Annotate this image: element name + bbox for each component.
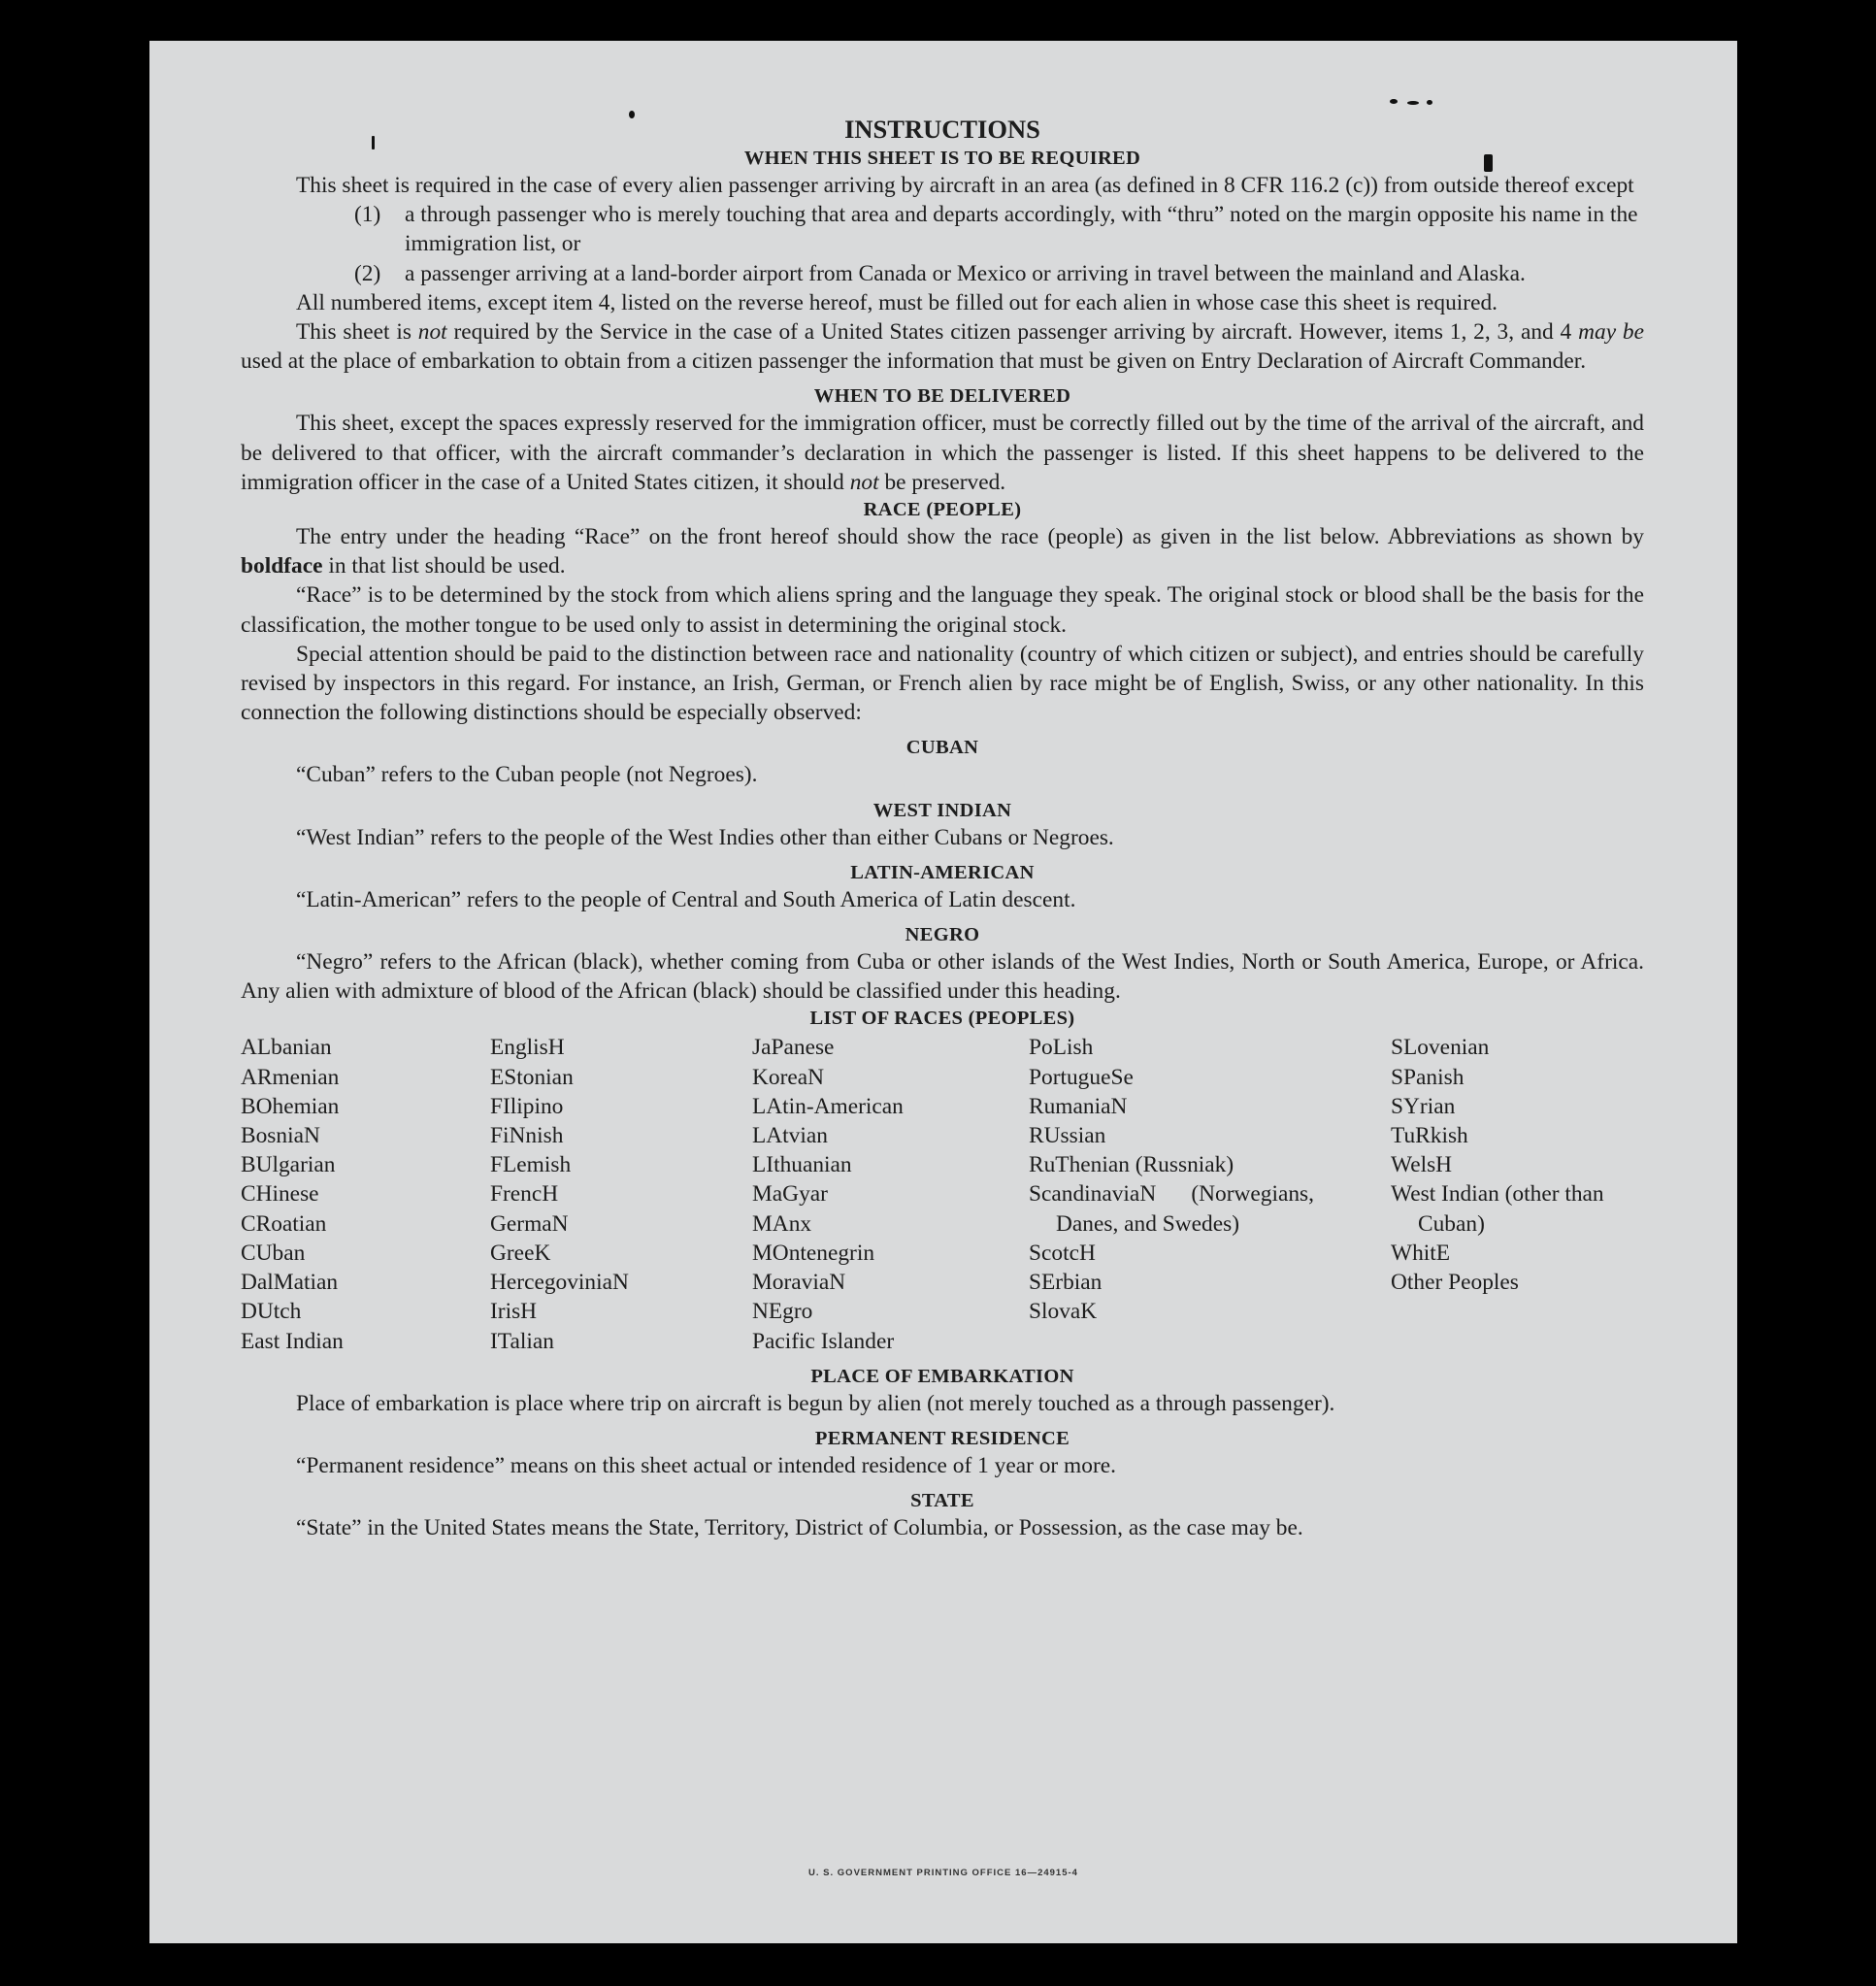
paragraph: All numbered items, except item 4, listed on the reverse hereof, must be filled out for each alien in whose case this sheet is required.	[296, 289, 1498, 315]
races-list	[241, 1033, 1644, 1355]
race-item: MoraviaN	[752, 1270, 846, 1296]
race-item: LAtvian	[752, 1123, 828, 1149]
section-heading-negro: NEGRO	[905, 924, 980, 946]
race-item: DalMatian	[241, 1270, 339, 1296]
paragraph	[241, 317, 1644, 376]
section-heading-west-indian: WEST INDIAN	[872, 799, 1012, 821]
paragraph: “Race” is to be determined by the stock from which aliens spring and the language they speak. The original stock or blood shall be the basis for the classification, the mother tongue to be used only to assist in determining the original stock.	[241, 582, 1644, 638]
race-item: CHinese	[241, 1181, 319, 1208]
text-run: This sheet is	[296, 319, 418, 346]
paragraph: “Negro” refers to the African (black), whether coming from Cuba or other islands of the West Indies, North or South America, Europe, or Africa. Any alien with admixture of blood of the African (black) should be classified under this heading.	[241, 949, 1644, 1005]
race-item: RUssian	[1029, 1123, 1106, 1149]
section-heading-residence: PERMANENT RESIDENCE	[814, 1427, 1070, 1449]
paragraph: “State” in the United States means the State, Territory, District of Columbia, or Possession, as the case may be.	[296, 1515, 1303, 1541]
races-column	[490, 1033, 752, 1355]
page-title: INSTRUCTIONS	[844, 115, 1040, 144]
race-item: PortugueSe	[1029, 1064, 1134, 1090]
race-item: SPanish	[1391, 1064, 1465, 1090]
scan-speck	[1390, 99, 1398, 104]
section-heading-race: RACE (PEOPLE)	[863, 499, 1022, 521]
paragraph	[241, 522, 1644, 580]
race-item: GermaN	[490, 1210, 569, 1237]
races-column	[1391, 1033, 1644, 1355]
list-item	[354, 200, 1644, 258]
race-item: RuThenian (Russniak)	[1029, 1152, 1234, 1178]
paragraph: “Latin-American” refers to the people of Central and South America of Latin descent.	[296, 886, 1076, 912]
race-item: DUtch	[241, 1299, 302, 1325]
text-run-bold: boldface	[241, 553, 323, 579]
instructions-content	[241, 113, 1644, 1542]
text-run-italic: may be	[1578, 319, 1644, 346]
printer-imprint: U. S. GOVERNMENT PRINTING OFFICE 16—24915-4	[808, 1868, 1078, 1878]
section-heading-delivered: WHEN TO BE DELIVERED	[813, 385, 1071, 408]
section-heading-list-of-races: LIST OF RACES (PEOPLES)	[809, 1008, 1075, 1030]
race-item: HercegoviniaN	[490, 1270, 629, 1296]
paragraph: Place of embarkation is place where trip on aircraft is begun by alien (not merely touched as a through passenger).	[296, 1390, 1335, 1416]
race-item: RumaniaN	[1029, 1093, 1128, 1119]
race-item: ScotcH	[1029, 1240, 1096, 1266]
race-item: FIlipino	[490, 1093, 564, 1119]
race-item: JaPanese	[752, 1035, 835, 1061]
races-column	[1029, 1033, 1391, 1355]
race-item: WelsH	[1391, 1152, 1453, 1178]
paragraph: This sheet is required in the case of every alien passenger arriving by aircraft in an area (as defined in 8 CFR 116.2 (c)) from outside thereof except	[296, 173, 1634, 198]
item-text: a passenger arriving at a land-border airport from Canada or Mexico or arriving in travel between the mainland and Alaska.	[405, 260, 1526, 286]
race-item: IrisH	[490, 1299, 538, 1325]
race-item: SLovenian	[1391, 1035, 1490, 1061]
race-item: ScandinaviaN (Norwegians, Danes, and Swedes)	[1029, 1181, 1314, 1237]
race-item: BOhemian	[241, 1093, 340, 1119]
paragraph: Special attention should be paid to the distinction between race and nationality (country of which citizen or subject), and entries should be carefully revised by inspectors in this regard. For instance, an Irish, German, or French alien by race might be of English, Swiss, or any other nationality. In this connection the following distinctions should be especially observed:	[241, 641, 1644, 726]
race-item: ARmenian	[241, 1064, 340, 1090]
text-run-italic: not	[417, 319, 447, 346]
text-run: in that list should be used.	[322, 553, 566, 579]
race-item: FrencH	[490, 1181, 559, 1208]
race-item: BosniaN	[241, 1123, 320, 1149]
scan-speck	[1427, 100, 1432, 105]
race-item: Pacific Islander	[752, 1328, 895, 1354]
race-item: SlovaK	[1029, 1299, 1098, 1325]
document-page	[149, 41, 1737, 1943]
race-item: ITalian	[490, 1328, 554, 1354]
race-item: CRoatian	[241, 1210, 327, 1237]
paragraph	[241, 409, 1644, 497]
section-heading-state: STATE	[910, 1490, 974, 1512]
race-item: SYrian	[1391, 1093, 1456, 1119]
race-item: GreeK	[490, 1240, 551, 1266]
section-heading-required: WHEN THIS SHEET IS TO BE REQUIRED	[743, 148, 1141, 169]
item-text: a through passenger who is merely touching that area and departs accordingly, with “thru” noted on the margin opposite his name in the immigration list, or	[405, 202, 1638, 257]
paragraph: “Cuban” refers to the Cuban people (not Negroes).	[296, 762, 758, 788]
race-item: MOntenegrin	[752, 1240, 875, 1266]
races-column	[241, 1033, 490, 1355]
race-item: LIthuanian	[752, 1152, 852, 1178]
race-item: TuRkish	[1391, 1123, 1468, 1149]
race-item: PoLish	[1029, 1035, 1094, 1061]
item-number: (2)	[354, 260, 381, 286]
text-run: This sheet, except the spaces expressly reserved for the immigration officer, must be correctly filled out by the time of the arrival of the aircraft, and be delivered to that officer, with the aircraft commander’s declaration in which the passenger is listed. If this sheet happens to be delivered to the immigration officer in the case of a United States citizen, it should	[241, 411, 1644, 495]
races-column	[752, 1033, 1029, 1355]
race-item: Other Peoples	[1391, 1270, 1519, 1296]
race-item: WhitE	[1391, 1240, 1451, 1266]
race-item: EnglisH	[490, 1035, 565, 1061]
race-item: CUban	[241, 1240, 306, 1266]
race-item: MAnx	[752, 1210, 812, 1237]
race-item: FLemish	[490, 1152, 572, 1178]
race-item: LAtin-American	[752, 1093, 904, 1119]
text-run: be preserved.	[878, 469, 1006, 495]
section-heading-cuban: CUBAN	[905, 737, 979, 759]
scan-speck	[1407, 101, 1419, 105]
text-run: required by the Service in the case of a United States citizen passenger arriving by aircraft. However, items 1, 2, 3, and 4	[446, 319, 1579, 346]
race-item: SErbian	[1029, 1270, 1103, 1296]
paragraph: “Permanent residence” means on this sheet actual or intended residence of 1 year or more.	[296, 1452, 1116, 1478]
race-item: West Indian (other than Cuban)	[1391, 1181, 1604, 1237]
list-item	[354, 259, 1644, 288]
race-item: ALbanian	[241, 1035, 332, 1061]
race-item: BUlgarian	[241, 1152, 336, 1178]
text-run: used at the place of embarkation to obtain from a citizen passenger the information that must be given on Entry Declaration of Aircraft Commander.	[241, 348, 1587, 375]
race-item: MaGyar	[752, 1181, 828, 1208]
text-run-italic: not	[849, 469, 879, 495]
race-item: KoreaN	[752, 1064, 825, 1090]
race-item: East Indian	[241, 1328, 344, 1354]
text-run: The entry under the heading “Race” on the front hereof should show the race (people) as given in the list below. Abbreviations as shown by	[296, 524, 1644, 550]
race-item: EStonian	[490, 1064, 574, 1090]
race-item: FiNnish	[490, 1123, 564, 1149]
section-heading-latin-american: LATIN-AMERICAN	[850, 861, 1035, 883]
paragraph: “West Indian” refers to the people of the West Indies other than either Cubans or Negroes.	[296, 824, 1114, 850]
race-item: NEgro	[752, 1299, 813, 1325]
section-heading-embarkation: PLACE OF EMBARKATION	[810, 1365, 1074, 1387]
item-number: (1)	[354, 202, 381, 228]
